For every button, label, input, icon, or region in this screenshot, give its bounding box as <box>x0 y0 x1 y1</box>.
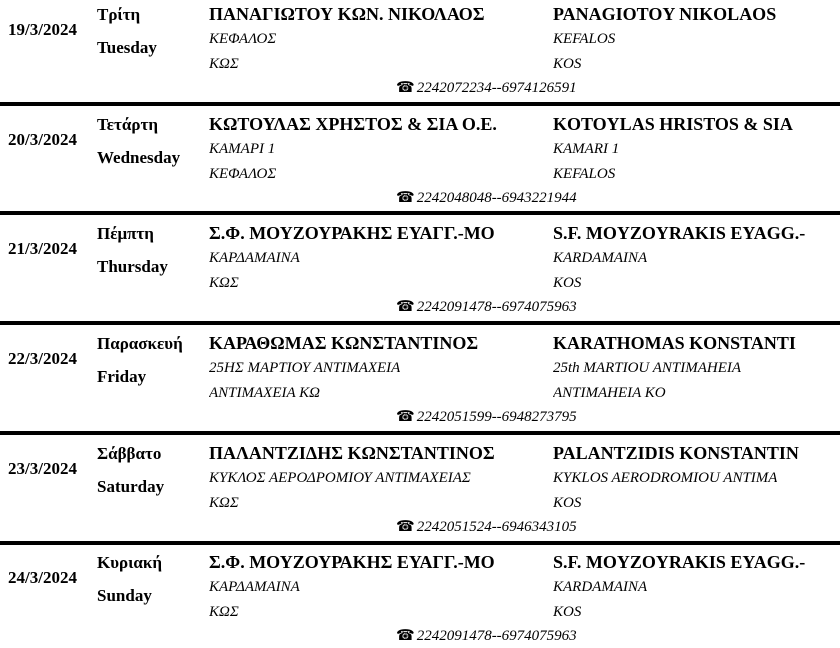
address-line1-english: 25th MARTIOU ANTIMAHEIA <box>553 361 742 376</box>
telephone-icon: ☎ <box>396 409 415 425</box>
pharmacy-name-greek: Σ.Φ. ΜΟΥΖΟΥΡΑΚΗΣ ΕΥΑΓΓ.-ΜΟ <box>209 552 495 572</box>
phone-line <box>396 520 577 535</box>
row-divider <box>0 431 840 435</box>
pharmacy-name-english: S.F. MOYZOYRAKIS EYAGG.- <box>553 223 806 243</box>
address-line2-english: KOS <box>553 605 582 620</box>
address-line2-greek: ΚΩΣ <box>209 496 239 511</box>
entry-date: 22/3/2024 <box>8 349 77 368</box>
address-line2-english: KEFALOS <box>553 167 616 182</box>
address-line1-english: KARDAMAINA <box>553 580 648 595</box>
day-english: Friday <box>97 367 147 386</box>
schedule-entry <box>0 439 840 539</box>
entry-date: 21/3/2024 <box>8 239 77 258</box>
row-divider <box>0 211 840 215</box>
address-line2-greek: ΚΩΣ <box>209 605 239 620</box>
telephone-icon: ☎ <box>396 190 415 206</box>
address-line1-greek: ΚΑΡΔΑΜΑΙΝΑ <box>209 251 300 266</box>
phone-line <box>396 81 577 96</box>
pharmacy-name-greek: ΠΑΛΑΝΤΖΙΔΗΣ ΚΩΝΣΤΑΝΤΙΝΟΣ <box>209 443 495 463</box>
entry-date: 20/3/2024 <box>8 130 77 149</box>
day-greek: Παρασκευή <box>97 334 183 353</box>
phone-line <box>396 410 577 425</box>
address-line2-greek: ΑΝΤΙΜΑΧΕΙΑ ΚΩ <box>209 386 320 401</box>
day-english: Thursday <box>97 257 168 276</box>
entry-date: 23/3/2024 <box>8 459 77 478</box>
day-greek: Σάββατο <box>97 444 162 463</box>
pharmacy-name-english: S.F. MOYZOYRAKIS EYAGG.- <box>553 552 806 572</box>
entry-date: 19/3/2024 <box>8 20 77 39</box>
day-greek: Τετάρτη <box>97 115 158 134</box>
schedule-entry <box>0 548 840 648</box>
schedule-entry <box>0 0 840 100</box>
phone-numbers: 2242072234--6974126591 <box>416 80 577 96</box>
pharmacy-name-greek: Σ.Φ. ΜΟΥΖΟΥΡΑΚΗΣ ΕΥΑΓΓ.-ΜΟ <box>209 223 495 243</box>
address-line1-greek: ΚΥΚΛΟΣ ΑΕΡΟΔΡΟΜΙΟΥ ΑΝΤΙΜΑΧΕΙΑΣ <box>209 471 471 486</box>
address-line2-english: KOS <box>553 496 582 511</box>
pharmacy-name-greek: ΚΩΤΟΥΛΑΣ ΧΡΗΣΤΟΣ & ΣΙΑ Ο.Ε. <box>209 114 497 134</box>
day-greek: Κυριακή <box>97 553 162 572</box>
address-line1-greek: ΚΕΦΑΛΟΣ <box>209 32 277 47</box>
address-line1-english: KEFALOS <box>553 32 616 47</box>
phone-numbers: 2242051524--6946343105 <box>416 519 577 535</box>
row-divider <box>0 541 840 545</box>
phone-numbers: 2242091478--6974075963 <box>416 299 577 315</box>
phone-numbers: 2242051599--6948273795 <box>416 409 577 425</box>
pharmacy-name-english: KARATHOMAS KONSTANTI <box>553 333 796 353</box>
day-english: Wednesday <box>97 148 181 167</box>
address-line1-greek: 25ΗΣ ΜΑΡΤΙΟΥ ΑΝΤΙΜΑΧΕΙΑ <box>209 361 401 376</box>
telephone-icon: ☎ <box>396 628 415 644</box>
phone-line <box>396 300 577 315</box>
day-greek: Πέμπτη <box>97 224 154 243</box>
schedule-entry <box>0 110 840 210</box>
pharmacy-name-greek: ΚΑΡΑΘΩΜΑΣ ΚΩΝΣΤΑΝΤΙΝΟΣ <box>209 333 479 353</box>
day-greek: Τρίτη <box>97 5 141 24</box>
telephone-icon: ☎ <box>396 299 415 315</box>
row-divider <box>0 321 840 325</box>
address-line1-english: KAMARI 1 <box>553 142 620 157</box>
telephone-icon: ☎ <box>396 519 415 535</box>
address-line2-greek: ΚΩΣ <box>209 57 239 72</box>
address-line1-greek: ΚΑΡΔΑΜΑΙΝΑ <box>209 580 300 595</box>
pharmacy-name-english: PANAGIOTOY NIKOLAOS <box>553 4 777 24</box>
phone-line <box>396 629 577 644</box>
day-english: Sunday <box>97 586 152 605</box>
phone-line <box>396 191 577 206</box>
day-english: Saturday <box>97 477 165 496</box>
phone-numbers: 2242048048--6943221944 <box>416 190 577 206</box>
schedule-entry <box>0 219 840 319</box>
phone-numbers: 2242091478--6974075963 <box>416 628 577 644</box>
address-line1-english: KYKLOS AERODROMIOU ANTIMA <box>553 471 778 486</box>
telephone-icon: ☎ <box>396 80 415 96</box>
address-line1-greek: ΚΑΜΑΡΙ 1 <box>209 142 276 157</box>
address-line2-english: ANTIMAHEIA KO <box>553 386 666 401</box>
entry-date: 24/3/2024 <box>8 568 77 587</box>
address-line2-english: KOS <box>553 57 582 72</box>
pharmacy-name-english: KOTOYLAS HRISTOS & SIA <box>553 114 793 134</box>
address-line2-greek: ΚΕΦΑΛΟΣ <box>209 167 277 182</box>
address-line2-greek: ΚΩΣ <box>209 276 239 291</box>
day-english: Tuesday <box>97 38 157 57</box>
pharmacy-name-english: PALANTZIDIS KONSTANTIN <box>553 443 799 463</box>
address-line1-english: KARDAMAINA <box>553 251 648 266</box>
schedule-entry <box>0 329 840 429</box>
address-line2-english: KOS <box>553 276 582 291</box>
pharmacy-name-greek: ΠΑΝΑΓΙΩΤΟΥ ΚΩΝ. ΝΙΚΟΛΑΟΣ <box>209 4 485 24</box>
row-divider <box>0 102 840 106</box>
